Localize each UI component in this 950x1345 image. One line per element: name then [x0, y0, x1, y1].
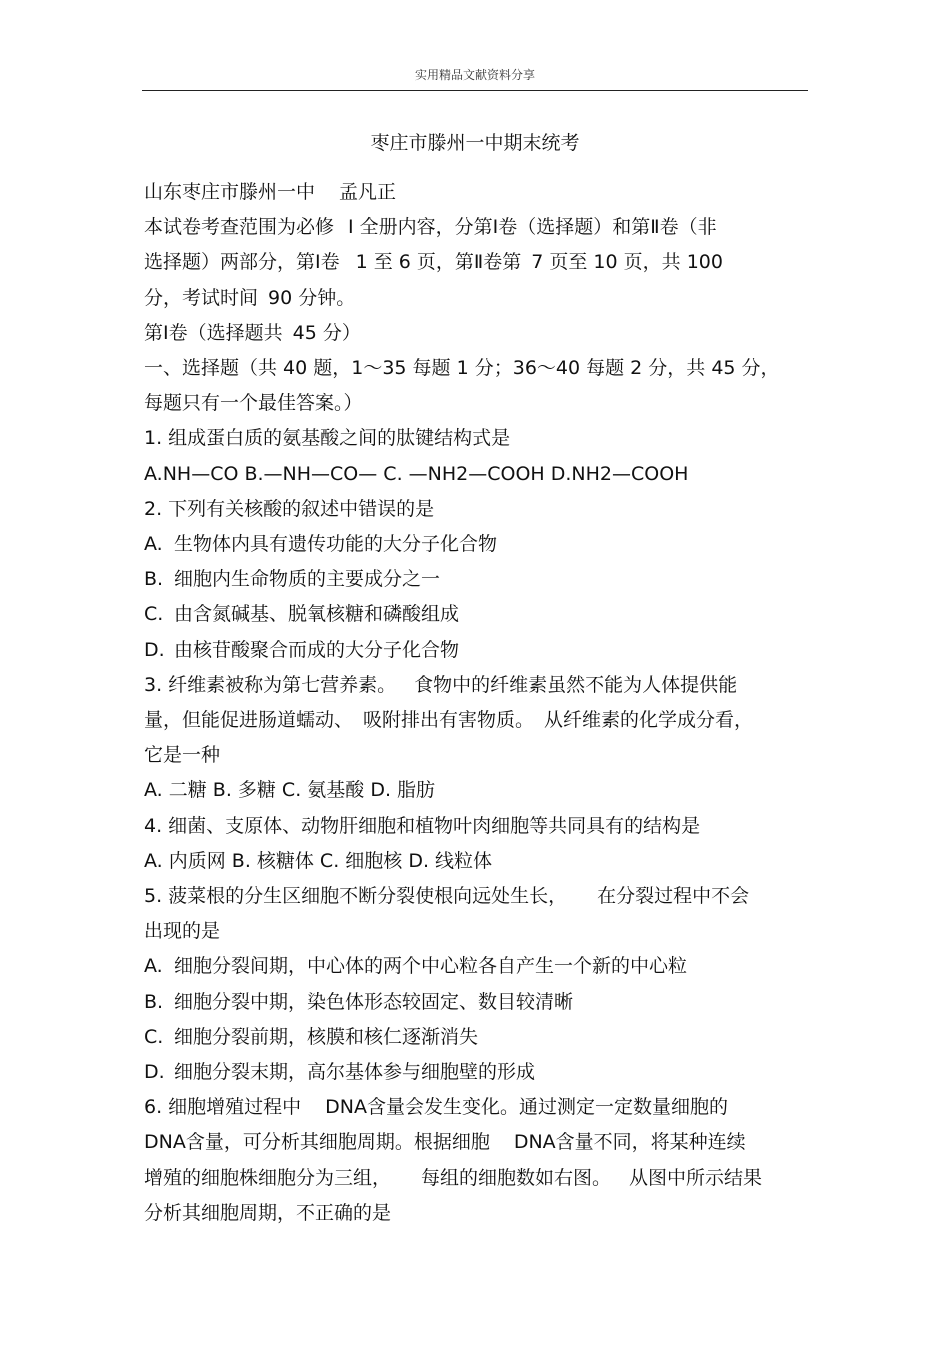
- option-text: 细胞内生命物质的主要成分之一: [174, 568, 441, 591]
- intro-text: 选择题）两部分，第Ⅰ卷: [144, 251, 340, 274]
- question-2-option-d: [144, 633, 808, 668]
- option-letter: B.: [144, 568, 164, 591]
- question-1-options: A.NH—CO B.—NH—CO— C. —NH2—COOH D.NH2—COOH: [144, 462, 689, 485]
- question-2-option-c: [144, 597, 808, 632]
- section-text: 第Ⅰ卷（选择题共: [144, 321, 283, 344]
- option-text: 由含氮碱基、脱氧核糖和磷酸组成: [174, 603, 460, 626]
- intro-line-1: [144, 210, 808, 245]
- question-5-option-b: [144, 985, 808, 1020]
- question-text: 在分裂过程中不会: [597, 885, 750, 908]
- option-letter: A.: [144, 955, 163, 978]
- intro-text: 90 分钟。: [268, 286, 356, 309]
- question-text: DNA含量，可分析其细胞周期。根据细胞: [144, 1131, 490, 1154]
- question-4-stem: 4. 细菌、支原体、动物肝细胞和植物叶肉细胞等共同具有的结构是: [144, 814, 701, 837]
- question-3-line-1: [144, 668, 808, 703]
- part-heading-line-2: 每题只有一个最佳答案。）: [144, 392, 363, 415]
- school-name: 山东枣庄市滕州一中: [144, 181, 316, 203]
- question-6-line-3: [144, 1161, 808, 1196]
- question-5-option-d: [144, 1055, 808, 1090]
- question-5-line-2: 出现的是: [144, 920, 221, 943]
- question-5-option-c: [144, 1020, 808, 1055]
- question-2-option-b: [144, 562, 808, 597]
- option-text: 由核苷酸聚合而成的大分子化合物: [174, 638, 460, 661]
- question-text: 量，但能促进肠道蠕动、: [144, 709, 354, 732]
- option-letter: C.: [144, 1025, 164, 1048]
- option-letter: C.: [144, 603, 164, 626]
- question-text: 从纤维素的化学成分看，: [544, 709, 754, 732]
- question-3-options: A. 二糖 B. 多糖 C. 氨基酸 D. 脂肪: [144, 779, 436, 802]
- option-letter: D.: [144, 638, 165, 661]
- document-body: [144, 175, 808, 1231]
- intro-text: Ⅰ 全册内容，分第Ⅰ卷（选择题）和第Ⅱ卷（非: [348, 216, 717, 239]
- question-text: 5. 菠菜根的分生区细胞不断分裂使根向远处生长，: [144, 885, 568, 908]
- question-text: 食物中的纤维素虽然不能为人体提供能: [414, 673, 738, 696]
- question-6-line-2: [144, 1125, 808, 1160]
- option-letter: D.: [144, 1061, 165, 1084]
- question-6-line-4: 分析其细胞周期，不正确的是: [144, 1201, 392, 1224]
- question-3-line-3: 它是一种: [144, 744, 221, 767]
- doc-title: 枣庄市滕州一中期末统考: [370, 132, 580, 154]
- question-text: 从图中所示结果: [629, 1166, 763, 1189]
- question-text: DNA含量不同，将某种连续: [513, 1131, 746, 1154]
- question-text: 每组的细胞数如右图。: [421, 1166, 612, 1189]
- question-2-option-a: [144, 527, 808, 562]
- page-header: 实用精品文献资料分享: [414, 68, 535, 82]
- intro-text: 1 至 6 页，第Ⅱ卷第: [355, 251, 522, 274]
- option-text: 细胞分裂间期，中心体的两个中心粒各自产生一个新的中心粒: [174, 955, 688, 978]
- question-text: 吸附排出有害物质。: [363, 709, 535, 732]
- section-text: 45 分）: [292, 321, 361, 344]
- option-letter: A.: [144, 533, 163, 556]
- intro-text: 分，考试时间: [144, 286, 259, 309]
- question-4-options: A. 内质网 B. 核糖体 C. 细胞核 D. 线粒体: [144, 849, 493, 872]
- question-5-option-a: [144, 949, 808, 984]
- option-text: 细胞分裂前期，核膜和核仁逐渐消失: [174, 1025, 479, 1048]
- question-text: DNA含量会发生变化。通过测定一定数量细胞的: [325, 1096, 729, 1119]
- author-name: 孟凡正: [339, 181, 397, 203]
- intro-text: 7 页至 10 页，共 100: [531, 251, 723, 274]
- question-5-line-1: [144, 879, 808, 914]
- part-heading-line-1: 一、选择题（共 40 题，1～35 每题 1 分；36～40 每题 2 分，共 45 分，: [144, 357, 780, 380]
- option-text: 细胞分裂末期，高尔基体参与细胞壁的形成: [174, 1061, 536, 1084]
- question-text: 3. 纤维素被称为第七营养素。: [144, 673, 397, 696]
- question-2-stem: 2. 下列有关核酸的叙述中错误的是: [144, 497, 435, 520]
- option-text: 细胞分裂中期，染色体形态较固定、数目较清晰: [174, 990, 574, 1013]
- section-heading: [144, 316, 808, 351]
- question-3-line-2: [144, 703, 808, 738]
- question-1-stem: 1. 组成蛋白质的氨基酸之间的肽键结构式是: [144, 427, 511, 450]
- header-rule: [142, 90, 808, 91]
- option-text: 生物体内具有遗传功能的大分子化合物: [174, 533, 498, 556]
- intro-text: 本试卷考查范围为必修: [144, 216, 335, 239]
- intro-line-2: [144, 245, 808, 280]
- question-6-line-1: [144, 1090, 808, 1125]
- option-letter: B.: [144, 990, 164, 1013]
- intro-line-3: [144, 281, 808, 316]
- question-text: 增殖的细胞株细胞分为三组，: [144, 1166, 392, 1189]
- author-line: [144, 175, 808, 210]
- question-text: 6. 细胞增殖过程中: [144, 1096, 302, 1119]
